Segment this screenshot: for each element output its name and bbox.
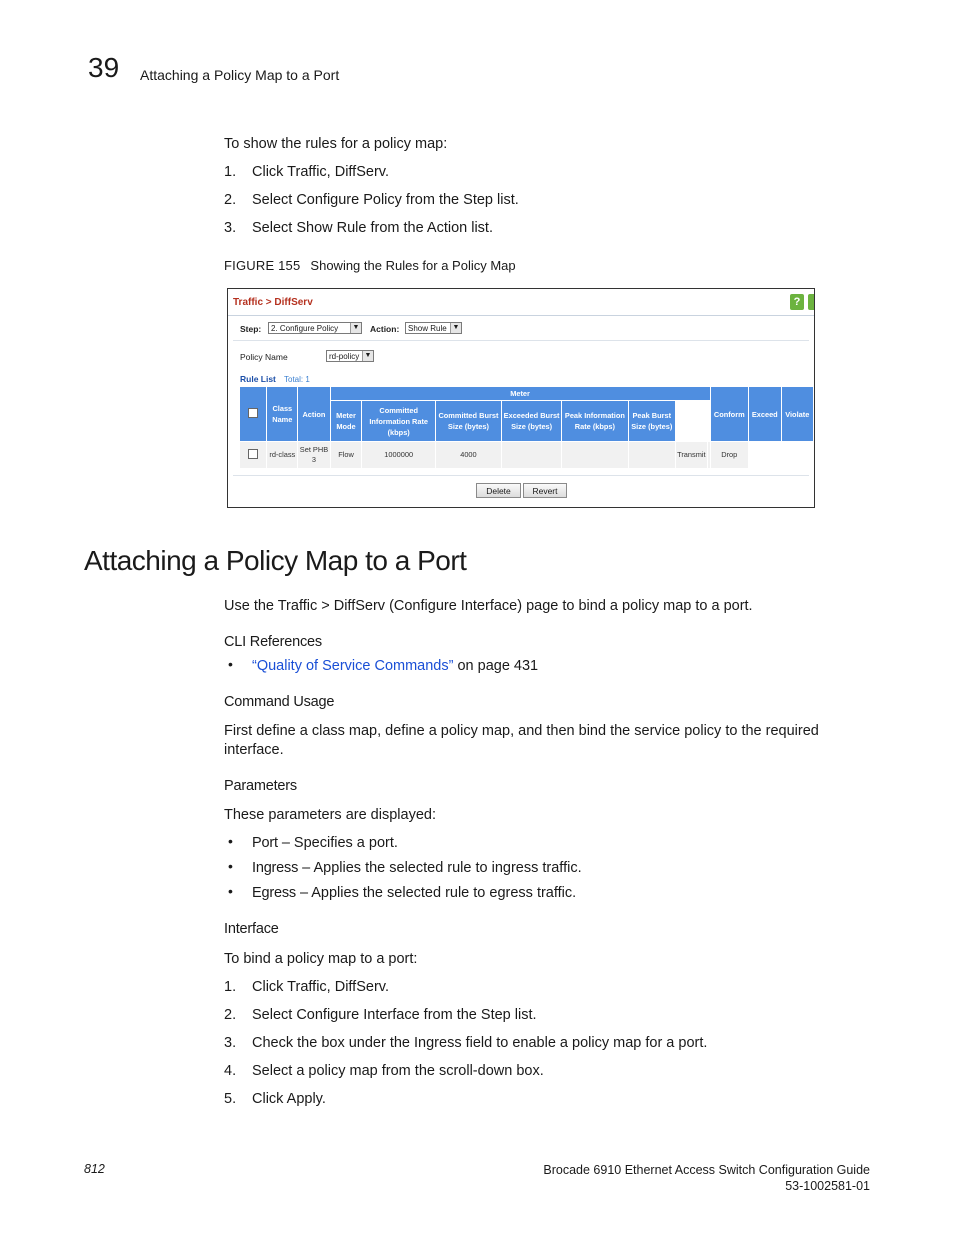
interface-step-4	[0, 1061, 954, 1081]
chevron-down-icon: ▼	[450, 323, 461, 333]
interface-heading: Interface	[224, 921, 279, 937]
cell-violate: Drop	[710, 442, 748, 469]
usage-heading: Command Usage	[224, 694, 335, 710]
param-port	[252, 833, 398, 853]
select-all-header	[240, 387, 267, 442]
params-heading: Parameters	[224, 778, 297, 794]
interface-step-3	[0, 1033, 954, 1053]
step-number: 2.	[224, 192, 237, 208]
row-checkbox[interactable]	[248, 449, 258, 459]
usage-line-1: First define a class map, define a policy map, and then bind the service policy to the required	[224, 723, 819, 739]
divider	[233, 475, 809, 476]
policy-name-select[interactable]	[326, 350, 374, 362]
chapter-title: Attaching a Policy Map to a Port	[140, 67, 340, 83]
screenshot-header	[228, 289, 814, 316]
rule-list-total: Total: 1	[284, 375, 310, 384]
bullet-icon: •	[228, 833, 233, 849]
step-label: Step:	[240, 324, 262, 334]
step-number: 3.	[224, 1035, 237, 1051]
revert-button[interactable]: Revert	[523, 483, 567, 498]
cell-conform: Transmit	[676, 442, 707, 469]
select-all-checkbox[interactable]	[248, 408, 258, 418]
step-text: Check the box under the Ingress field to enable a policy map for a port.	[252, 1035, 708, 1051]
step-text: Click Traffic, DiffServ.	[252, 164, 389, 180]
step-number: 1.	[224, 164, 237, 180]
usage-line-2: interface.	[224, 742, 284, 758]
action-select-value: Show Rule	[408, 324, 447, 333]
col-group-meter: Meter	[330, 387, 710, 401]
section-intro: Use the Traffic > DiffServ (Configure Interface) page to bind a policy map to a port.	[224, 598, 753, 614]
param-desc: – Applies the selected rule to egress traffic.	[295, 885, 577, 901]
cli-reference	[252, 656, 538, 676]
intro-step-3	[0, 218, 954, 238]
col-meter-mode: Meter Mode	[330, 401, 362, 442]
param-name: Ingress	[252, 860, 299, 876]
cli-link[interactable]: “Quality of Service Commands”	[252, 658, 454, 674]
figure-caption	[224, 258, 516, 273]
params-intro: These parameters are displayed:	[224, 807, 436, 823]
step-select-value: 2. Configure Policy	[271, 324, 339, 333]
step-text: Select Show Rule from the Action list.	[252, 220, 493, 236]
step-text: Select Configure Policy from the Step list.	[252, 192, 519, 208]
rule-table	[239, 386, 814, 469]
step-number: 3.	[224, 220, 237, 236]
cell-pir	[562, 442, 628, 469]
cell-ebs	[501, 442, 561, 469]
param-egress	[252, 883, 576, 903]
page-number: 812	[84, 1162, 105, 1176]
figure-screenshot	[227, 288, 815, 508]
param-desc: – Applies the selected rule to ingress traffic.	[298, 860, 582, 876]
step-number: 5.	[224, 1091, 237, 1107]
param-ingress	[252, 858, 582, 878]
policy-name-value: rd-policy	[329, 352, 360, 361]
col-conform: Conform	[710, 387, 748, 442]
doc-title: Brocade 6910 Ethernet Access Switch Configuration Guide	[543, 1163, 870, 1177]
col-violate: Violate	[781, 387, 813, 442]
col-pir: Peak Information Rate (kbps)	[562, 401, 628, 442]
cli-heading: CLI References	[224, 634, 322, 650]
intro-step-2	[0, 190, 954, 210]
interface-step-1	[0, 977, 954, 997]
figure-title: Showing the Rules for a Policy Map	[310, 258, 516, 273]
cell-action: Set PHB 3	[298, 442, 330, 469]
bullet-icon: •	[228, 883, 233, 899]
breadcrumb[interactable]: Traffic > DiffServ	[233, 297, 313, 308]
step-number: 4.	[224, 1063, 237, 1079]
doc-number: 53-1002581-01	[785, 1179, 870, 1193]
step-number: 2.	[224, 1007, 237, 1023]
action-select[interactable]	[405, 322, 462, 334]
param-desc: – Specifies a port.	[277, 835, 398, 851]
param-name: Port	[252, 835, 278, 851]
chapter-number: 39	[88, 52, 120, 83]
chevron-down-icon: ▼	[350, 323, 361, 333]
row-select-cell	[240, 442, 267, 469]
col-cir: Committed Information Rate (kbps)	[362, 401, 435, 442]
col-action: Action	[298, 387, 330, 442]
interface-step-2	[0, 1005, 954, 1025]
step-text: Click Traffic, DiffServ.	[252, 979, 389, 995]
bullet-icon: •	[228, 858, 233, 874]
cell-class-name: rd-class	[267, 442, 298, 469]
interface-step-5	[0, 1089, 954, 1109]
col-exceed: Exceed	[748, 387, 781, 442]
divider	[233, 340, 809, 341]
cell-pbs	[628, 442, 676, 469]
param-name: Egress	[252, 885, 296, 901]
intro-step-1	[0, 162, 954, 182]
chevron-down-icon: ▼	[362, 351, 373, 361]
cell-meter-mode: Flow	[330, 442, 362, 469]
step-text: Select a policy map from the scroll-down box.	[252, 1063, 544, 1079]
bullet-icon: •	[228, 656, 233, 672]
col-ebs: Exceeded Burst Size (bytes)	[501, 401, 561, 442]
step-select[interactable]	[268, 322, 362, 334]
cli-page: on page 431	[453, 658, 539, 674]
col-pbs: Peak Burst Size (bytes)	[628, 401, 676, 442]
refresh-icon[interactable]	[808, 294, 815, 310]
footer-doc-info	[543, 1162, 870, 1194]
interface-intro: To bind a policy map to a port:	[224, 951, 418, 967]
help-icon[interactable]: ?	[790, 294, 804, 310]
step-text: Select Configure Interface from the Step list.	[252, 1007, 537, 1023]
col-cbs: Committed Burst Size (bytes)	[435, 401, 501, 442]
intro-lead: To show the rules for a policy map:	[224, 136, 448, 152]
col-class-name: Class Name	[267, 387, 298, 442]
cell-cir: 1000000	[362, 442, 435, 469]
section-title: Attaching a Policy Map to a Port	[84, 545, 467, 576]
table-row	[240, 442, 814, 469]
figure-label: FIGURE 155	[224, 258, 301, 273]
action-label: Action:	[370, 324, 400, 334]
cell-cbs: 4000	[435, 442, 501, 469]
rule-list-label: Rule List	[240, 374, 276, 384]
step-number: 1.	[224, 979, 237, 995]
delete-button[interactable]: Delete	[476, 483, 521, 498]
step-text: Click Apply.	[252, 1091, 326, 1107]
policy-name-label: Policy Name	[240, 352, 288, 362]
